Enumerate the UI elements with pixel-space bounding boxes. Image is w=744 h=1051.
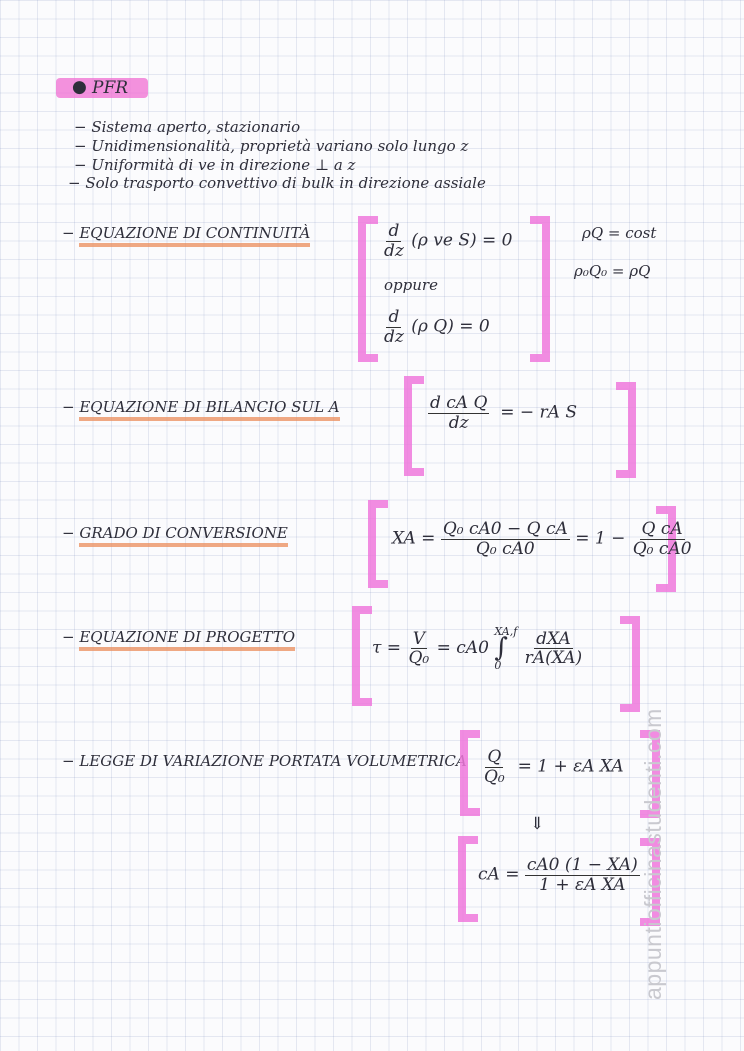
progetto-bracket-right <box>620 616 640 712</box>
section-bilancio-label: − EQUAZIONE DI BILANCIO SUL A <box>62 398 340 416</box>
down-arrow-icon: ⇓ <box>530 814 545 834</box>
concentration-bracket-left <box>458 836 478 922</box>
progetto-label-text: EQUAZIONE DI PROGETTO <box>79 628 295 651</box>
continuita-side-note-2: ρ₀Q₀ = ρQ <box>574 262 651 280</box>
continuita-eq1: $\frac{d}{dz}$ (ρ ve S) = 0 <box>384 221 513 261</box>
watermark: appuntiofficinastudenti.com <box>640 708 666 1000</box>
section-portata-label: − LEGGE DI VARIAZIONE PORTATA VOLUMETRICA <box>62 752 467 770</box>
continuita-bracket-left <box>358 216 378 362</box>
bilancio-label-text: EQUAZIONE DI BILANCIO SUL A <box>79 398 339 421</box>
conversione-bracket-left <box>368 500 388 588</box>
progetto-equation: τ = $\frac{V}{\text{Q₀}}$ = cA0 XA,f ∫ 0 $\frac{\text{dXA}}{rA(XA)}$ <box>372 625 583 673</box>
portata-bracket-left <box>460 730 480 816</box>
section-continuita-label: − EQUAZIONE DI CONTINUITÀ <box>62 224 310 242</box>
continuita-side-note-1: ρQ = cost <box>582 224 657 242</box>
continuita-oppure: oppure <box>384 276 438 294</box>
continuita-bracket-right <box>530 216 550 362</box>
conversione-label-text: GRADO DI CONVERSIONE <box>79 524 287 547</box>
bullet-2-text: Unidimensionalità, proprietà variano solo lungo z <box>91 137 469 155</box>
bilancio-bracket-left <box>404 376 424 476</box>
bullet-3: − Uniformità di ve in direzione ⊥ a z <box>74 156 356 174</box>
section-progetto-label: − EQUAZIONE DI PROGETTO <box>62 628 295 646</box>
section-conversione-label: − GRADO DI CONVERSIONE <box>62 524 288 542</box>
bilancio-equation: $\frac{\text{d cA Q}}{dz}$ = − rA S <box>430 393 577 433</box>
integral-sign: ∫ <box>494 633 508 663</box>
bilancio-bracket-right <box>616 382 636 478</box>
portata-label-text: LEGGE DI VARIAZIONE PORTATA VOLUMETRICA <box>79 752 467 770</box>
title-bullet-icon: ● <box>72 77 87 97</box>
progetto-bracket-left <box>352 606 372 706</box>
concentration-equation: cA = $\frac{cA0 (1 - XA)}{\text{1 + εA XA}}$ <box>478 855 638 895</box>
bullet-1-text: Sistema aperto, stazionario <box>91 118 301 136</box>
portata-equation: $\frac{Q}{\text{Q₀}}$ = 1 + εA XA <box>484 747 624 787</box>
page-title: PFR <box>92 78 129 98</box>
bullet-3-text: Uniformità di ve in direzione ⊥ a z <box>91 156 356 174</box>
conversione-equation: XA = $\frac{\text{Q₀ cA0 − Q cA}}{\text{Q₀ cA0}}$ = 1 − $\frac{\text{Q cA}}{\text{Q₀ cA0}}$ <box>392 519 692 559</box>
bullet-1: − Sistema aperto, stazionario <box>74 118 301 136</box>
bullet-4: − Solo trasporto convettivo di bulk in direzione assiale <box>68 174 486 192</box>
bullet-2: − Unidimensionalità, proprietà variano solo lungo z <box>74 137 469 155</box>
bullet-4-text: Solo trasporto convettivo di bulk in direzione assiale <box>85 174 486 192</box>
continuita-label-text: EQUAZIONE DI CONTINUITÀ <box>79 224 310 247</box>
continuita-eq2: $\frac{d}{dz}$ (ρ Q) = 0 <box>384 307 490 347</box>
